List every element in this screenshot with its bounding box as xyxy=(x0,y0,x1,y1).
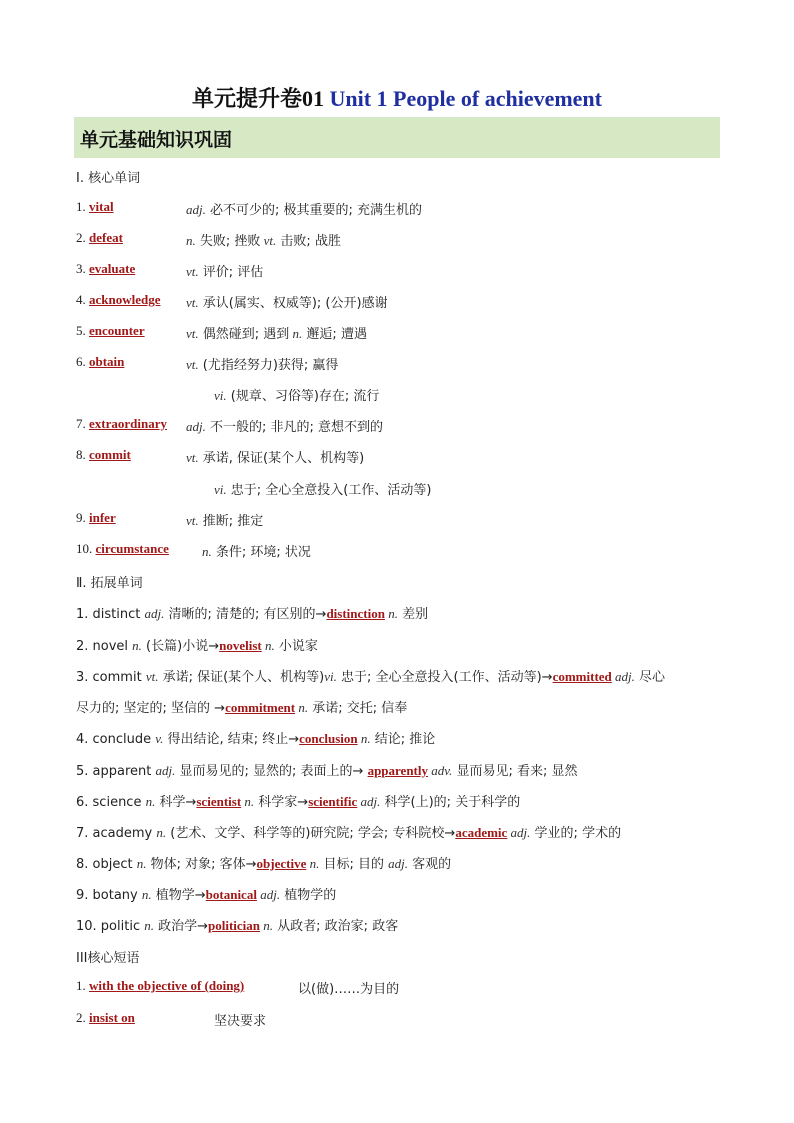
answer-word: commitment xyxy=(225,700,296,715)
answer-word: objective xyxy=(256,856,307,871)
core-word-row xyxy=(76,541,311,560)
extended-word-row xyxy=(76,666,665,685)
part-of-speech: vt. xyxy=(145,669,159,684)
extended-word-row xyxy=(76,853,451,872)
core-word-row xyxy=(76,199,423,218)
meaning-text: 承认(属实、权威等); (公开)感谢 xyxy=(198,296,388,311)
part-of-speech: n. xyxy=(289,326,303,341)
answer-word: defeat xyxy=(89,230,123,245)
part-of-speech: n. xyxy=(306,856,320,871)
item-number: 7. xyxy=(76,416,89,431)
part-of-speech: adj. xyxy=(256,887,281,902)
item-number: 2. xyxy=(76,1010,89,1025)
core-word-row xyxy=(76,416,384,435)
core-word-row xyxy=(76,447,365,466)
item-number: 8. xyxy=(76,447,89,462)
meaning-column xyxy=(186,416,383,435)
part-of-speech: vi. xyxy=(214,482,227,497)
part-of-speech: adj. xyxy=(186,419,206,434)
item-number: 2. xyxy=(76,230,89,245)
title-english: Unit 1 People of achievement xyxy=(329,86,602,111)
part-of-speech: adj. xyxy=(388,856,409,871)
meaning-text: 客观的 xyxy=(408,857,452,872)
answer-word: apparently xyxy=(367,763,428,778)
answer-phrase: with the objective of (doing) xyxy=(89,978,245,993)
answer-word: encounter xyxy=(89,323,145,338)
meaning-text: 必不可少的; 极其重要的; 充满生机的 xyxy=(205,203,423,218)
extended-word-row xyxy=(76,728,435,747)
meaning-text: 击败; 战胜 xyxy=(276,234,341,249)
phrase-row xyxy=(76,1010,267,1029)
meaning-column xyxy=(186,261,263,280)
meaning-text: 忠于; 全心全意投入(工作、活动等) xyxy=(226,483,432,498)
part-of-speech: vt. xyxy=(260,233,277,248)
base-word: 6. science xyxy=(76,795,146,810)
meaning-column xyxy=(298,978,399,997)
meaning-column xyxy=(186,230,341,249)
part-of-speech: vt. xyxy=(186,264,199,279)
base-word: 9. botany xyxy=(76,888,142,903)
part-of-speech: n. xyxy=(136,856,147,871)
item-number: 5. xyxy=(76,323,89,338)
meaning-text: (长篇)小说→ xyxy=(141,639,220,654)
answer-word: distinction xyxy=(326,606,385,621)
part-of-speech: n. xyxy=(295,700,309,715)
base-word: 5. apparent xyxy=(76,764,156,779)
meaning-text: 条件; 环境; 状况 xyxy=(211,545,311,560)
answer-word: botanical xyxy=(205,887,257,902)
meaning-text: 承诺, 保证(某个人、机构等) xyxy=(198,451,365,466)
core-word-row xyxy=(76,323,367,342)
extended-word-row xyxy=(76,791,520,810)
meaning-text: 学业的; 学术的 xyxy=(530,826,622,841)
meaning-column xyxy=(186,199,422,218)
answer-word: infer xyxy=(89,510,116,525)
meaning-text: 差别 xyxy=(397,607,429,622)
meaning-text: (尤指经努力)获得; 赢得 xyxy=(198,358,339,373)
answer-word: obtain xyxy=(89,354,125,369)
meaning-text: 评价; 评估 xyxy=(198,265,264,280)
part-of-speech: adj. xyxy=(507,825,531,840)
base-word: 3. commit xyxy=(76,670,146,685)
core-word-row xyxy=(76,230,341,249)
part-of-speech: n. xyxy=(261,638,275,653)
part-of-speech: n. xyxy=(357,731,371,746)
extended-word-row xyxy=(76,635,318,654)
base-word: 10. politic xyxy=(76,919,145,934)
part-of-speech: vt. xyxy=(186,357,199,372)
item-number: 1. xyxy=(76,199,89,214)
title-chinese: 单元提升卷01 xyxy=(191,86,324,111)
core-word-row xyxy=(76,510,264,529)
meaning-text: 以(做)……为目的 xyxy=(298,982,400,997)
meaning-column xyxy=(202,541,311,560)
meaning-text: 植物学→ xyxy=(151,888,206,903)
meaning-text: 失败; 挫败 xyxy=(195,234,261,249)
meaning-text: 科学→ xyxy=(155,795,197,810)
answer-word: circumstance xyxy=(95,541,169,556)
phrase-row xyxy=(76,978,400,997)
meaning-text: 推断; 推定 xyxy=(198,514,264,529)
part-of-speech: vi. xyxy=(324,669,337,684)
part-of-speech: vt. xyxy=(186,513,199,528)
meaning-column xyxy=(214,385,379,404)
meaning-column xyxy=(186,447,364,466)
part-of-speech: adj. xyxy=(186,202,206,217)
core-word-row xyxy=(76,354,339,373)
answer-word: scientific xyxy=(308,794,358,809)
item-number: 10. xyxy=(76,541,96,556)
answer-word: evaluate xyxy=(89,261,136,276)
section-banner xyxy=(74,117,720,158)
page-title xyxy=(0,82,794,113)
extended-word-row xyxy=(76,603,428,622)
banner-label: 单元基础知识巩固 xyxy=(80,129,233,151)
answer-word: vital xyxy=(89,199,114,214)
answer-word: committed xyxy=(552,669,612,684)
section-heading-core-words: Ⅰ. 核心单词 xyxy=(76,171,141,186)
part-of-speech: adj. xyxy=(357,794,381,809)
meaning-text: 得出结论, 结束; 终止→ xyxy=(163,732,300,747)
part-of-speech: vi. xyxy=(214,388,227,403)
part-of-speech: adj. xyxy=(144,606,165,621)
item-number: 3. xyxy=(76,261,89,276)
extended-word-row xyxy=(76,697,407,716)
part-of-speech: n. xyxy=(202,544,212,559)
part-of-speech: vt. xyxy=(186,295,199,310)
extended-word-row xyxy=(76,760,577,779)
meaning-text: 从政者; 政治家; 政客 xyxy=(273,919,399,934)
meaning-text: 科学(上)的; 关于科学的 xyxy=(380,795,521,810)
extended-word-row xyxy=(76,884,336,903)
meaning-text: 邂逅; 遭遇 xyxy=(302,327,367,342)
answer-word: extraordinary xyxy=(89,416,167,431)
item-number: 9. xyxy=(76,510,89,525)
part-of-speech: n. xyxy=(260,918,274,933)
part-of-speech: n. xyxy=(141,887,152,902)
meaning-column xyxy=(186,510,263,529)
meaning-text: 科学家→ xyxy=(254,795,309,810)
meaning-text: 偶然碰到; 遇到 xyxy=(198,327,290,342)
answer-word: commit xyxy=(89,447,131,462)
meaning-text: 忠于; 全心全意投入(工作、活动等)→ xyxy=(336,670,553,685)
part-of-speech: adj. xyxy=(155,763,176,778)
meaning-text: 结论; 推论 xyxy=(370,732,436,747)
meaning-text: 显而易见的; 显然的; 表面上的→ xyxy=(175,764,368,779)
base-word: 4. conclude xyxy=(76,732,156,747)
part-of-speech: n. xyxy=(384,606,398,621)
meaning-text: 政治学→ xyxy=(153,919,209,934)
answer-word: conclusion xyxy=(299,731,358,746)
extended-word-row xyxy=(76,915,398,934)
part-of-speech: n. xyxy=(156,825,167,840)
meaning-column xyxy=(214,479,431,498)
answer-word: acknowledge xyxy=(89,292,161,307)
answer-word: politician xyxy=(208,918,261,933)
meaning-text: 目标; 目的 xyxy=(319,857,389,872)
item-number: 1. xyxy=(76,978,89,993)
extended-word-row xyxy=(76,822,621,841)
part-of-speech: vt. xyxy=(186,450,199,465)
answer-phrase: insist on xyxy=(89,1010,135,1025)
item-number: 4. xyxy=(76,292,89,307)
continuation-text: 尽力的; 坚定的; 坚信的 → xyxy=(76,701,226,716)
base-word: 1. distinct xyxy=(76,607,145,622)
part-of-speech: n. xyxy=(241,794,255,809)
meaning-text: 显而易见; 看来; 显然 xyxy=(452,764,578,779)
answer-word: novelist xyxy=(219,638,262,653)
part-of-speech: v. xyxy=(155,731,164,746)
part-of-speech: n. xyxy=(186,233,196,248)
meaning-text: 物体; 对象; 客体→ xyxy=(146,857,257,872)
meaning-column xyxy=(186,354,338,373)
meaning-text: 承诺; 交托; 信奉 xyxy=(308,701,408,716)
meaning-text: (艺术、文学、科学等的)研究院; 学会; 专科院校→ xyxy=(166,826,456,841)
item-number: 6. xyxy=(76,354,89,369)
meaning-text: 不一般的; 非凡的; 意想不到的 xyxy=(205,420,384,435)
meaning-text: 植物学的 xyxy=(280,888,337,903)
part-of-speech: n. xyxy=(132,638,142,653)
meaning-column xyxy=(186,323,367,342)
base-word: 8. object xyxy=(76,857,137,872)
part-of-speech: n. xyxy=(145,794,156,809)
answer-word: scientist xyxy=(196,794,242,809)
meaning-text: 小说家 xyxy=(274,639,318,654)
core-word-row xyxy=(76,292,388,311)
part-of-speech: vt. xyxy=(186,326,199,341)
section-heading-phrases: III核心短语 xyxy=(76,951,140,966)
part-of-speech: adv. xyxy=(428,763,453,778)
base-word: 2. novel xyxy=(76,639,133,654)
section-heading-extended-words: Ⅱ. 拓展单词 xyxy=(76,576,143,591)
answer-word: academic xyxy=(455,825,508,840)
core-word-row xyxy=(76,261,264,280)
meaning-column xyxy=(186,292,388,311)
meaning-text: 坚决要求 xyxy=(214,1014,267,1029)
part-of-speech: adj. xyxy=(611,669,635,684)
meaning-text: (规章、习俗等)存在; 流行 xyxy=(226,389,380,404)
meaning-text: 承诺; 保证(某个人、机构等) xyxy=(158,670,325,685)
part-of-speech: n. xyxy=(144,918,154,933)
base-word: 7. academy xyxy=(76,826,157,841)
meaning-text: 尽心 xyxy=(634,670,666,685)
meaning-column xyxy=(214,1010,266,1029)
meaning-text: 清晰的; 清楚的; 有区别的→ xyxy=(164,607,327,622)
